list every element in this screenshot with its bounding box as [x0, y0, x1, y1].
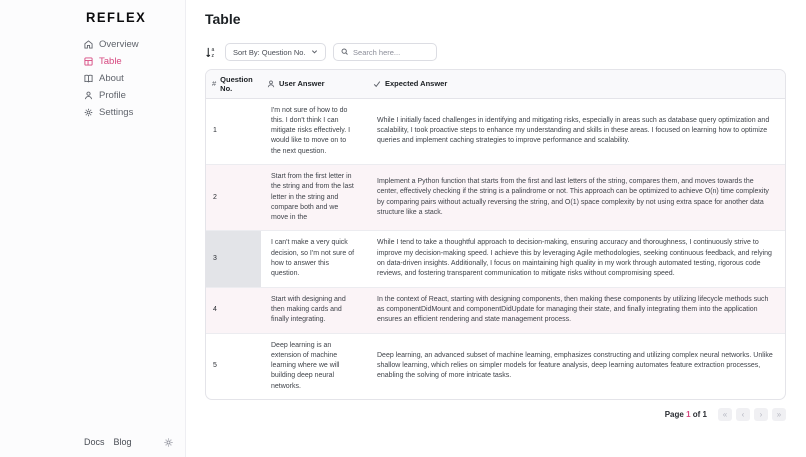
sort-direction-icon[interactable]: [205, 46, 218, 59]
sidebar-item-label: Table: [99, 55, 122, 67]
table-container: [205, 69, 786, 400]
table-row: [206, 287, 785, 333]
last-page-button[interactable]: »: [772, 408, 786, 421]
sidebar-item-overview[interactable]: [84, 39, 185, 49]
toolbar: [205, 43, 786, 61]
table-header-row: [206, 70, 785, 98]
person-icon: [84, 91, 93, 100]
user-answer-cell: I can't make a very quick decision, so I'm not sure of how to answer this question.: [261, 231, 367, 287]
user-answer-cell: Start from the first letter in the string and from the last letter in the string and compare both and we move in the: [261, 164, 367, 230]
prev-page-button[interactable]: ‹: [736, 408, 750, 421]
question-no-cell: 4: [206, 287, 261, 333]
column-header-label: Question No.: [220, 74, 253, 93]
sidebar-item-label: Overview: [99, 38, 139, 50]
search-box: [333, 43, 437, 61]
search-icon: [341, 48, 349, 56]
sidebar-item-label: Profile: [99, 89, 126, 101]
table-row: [206, 98, 785, 164]
next-page-button[interactable]: ›: [754, 408, 768, 421]
user-answer-cell: Start with designing and then making cards and finally integrating.: [261, 287, 367, 333]
table-row: [206, 164, 785, 230]
question-no-cell: 5: [213, 362, 217, 370]
sidebar-item-profile[interactable]: [84, 90, 185, 100]
column-header-question-no: [206, 70, 261, 98]
svg-text:a: a: [211, 46, 215, 53]
current-page: 1: [686, 410, 691, 420]
table-row: [206, 333, 785, 399]
sidebar-item-label: About: [99, 72, 124, 84]
sort-by-select[interactable]: [225, 43, 326, 61]
blog-link[interactable]: Blog: [113, 437, 132, 447]
page-label: Page: [664, 410, 684, 420]
search-input[interactable]: [353, 48, 429, 57]
sidebar-footer: [84, 437, 185, 447]
page-indicator: [665, 410, 707, 419]
page-title: Table: [205, 11, 241, 27]
sort-by-value: Sort By: Question No.: [233, 47, 306, 57]
sidebar: [0, 0, 186, 457]
total-pages: 1: [702, 410, 707, 420]
docs-link[interactable]: Docs: [84, 437, 105, 447]
expected-answer-cell: While I initially faced challenges in identifying and mitigating risks, especially in areas such as database query optimization and scalability, I took proactive steps to enhance my understanding and skills in these areas. I focused on learning how to optimize queries and implement caching strategies to improve performance and scalability.: [367, 98, 785, 164]
sidebar-item-settings[interactable]: [84, 107, 185, 117]
question-no-cell: 2: [206, 164, 261, 230]
svg-text:z: z: [211, 52, 215, 59]
of-label: of: [692, 410, 701, 420]
home-icon: [84, 40, 93, 49]
chevron-down-icon: [311, 48, 318, 57]
gear-icon: [84, 108, 93, 117]
reflex-logo: REFLEX: [86, 9, 147, 26]
user-answer-cell: I'm not sure of how to do this. I don't think I can mitigate risks effectively. I would like to move on to the next question.: [261, 98, 367, 164]
sidebar-item-about[interactable]: [84, 73, 185, 83]
sidebar-item-table[interactable]: [84, 56, 185, 66]
table-icon: [84, 57, 93, 66]
expected-answer-cell: While I tend to take a thoughtful approach to decision-making, ensuring accuracy and thoroughness, I continuously strive to improve my decision-making speed. I achieve this by leveraging Agile methodologies, seeking continuous feedback, and relying on data-driven insights. Additionally, I focus on maintaining high quality in my work through automated testing, rigorous code reviews, and fostering transparent communication to mitigate risks without compromising speed.: [367, 231, 785, 287]
check-icon: [373, 80, 381, 88]
expected-answer-cell: Implement a Python function that starts from the first and last letters of the string, compares them, and moves towards the center, effectively checking if the string is a palindrome or not. This approach can be optimized to achieve O(n) time complexity by comparing pairs without actually reversing the string, and O(1) space complexity by not using extra space for another data structure like a stack.: [367, 164, 785, 230]
main-content: [186, 0, 806, 457]
expected-answer-cell: In the context of React, starting with designing components, then making these components by utilizing lifecycle methods such as componentDidMount and componentDidUpdate for managing their state, and finally integrating them into the application ensures an efficient rendering and state management process.: [367, 287, 785, 333]
column-header-label: Expected Answer: [385, 79, 448, 89]
pagination: [205, 408, 786, 421]
table-row: [206, 231, 785, 287]
person-icon: [267, 80, 275, 88]
sidebar-nav: [84, 39, 185, 117]
column-header-expected-answer: [367, 70, 785, 98]
data-table: [206, 70, 785, 399]
book-icon: [84, 74, 93, 83]
question-no-cell: 1: [206, 98, 261, 164]
sidebar-item-label: Settings: [99, 106, 134, 118]
first-page-button[interactable]: «: [718, 408, 732, 421]
column-header-label: User Answer: [279, 79, 325, 89]
sun-icon[interactable]: [164, 438, 173, 447]
hash-icon: #: [212, 79, 217, 89]
column-header-user-answer: [261, 70, 367, 98]
user-answer-cell: Deep learning is an extension of machine learning where we will building deep neural networks.: [271, 341, 340, 390]
question-no-cell: 3: [206, 231, 261, 287]
expected-answer-cell: Deep learning, an advanced subset of machine learning, emphasizes constructing and utilizing complex neural networks. Unlike shallow learning, which relies on simpler models for feature analysis, deep learning automates feature extraction processes, enabling the solving of more intricate tasks.: [377, 351, 773, 380]
